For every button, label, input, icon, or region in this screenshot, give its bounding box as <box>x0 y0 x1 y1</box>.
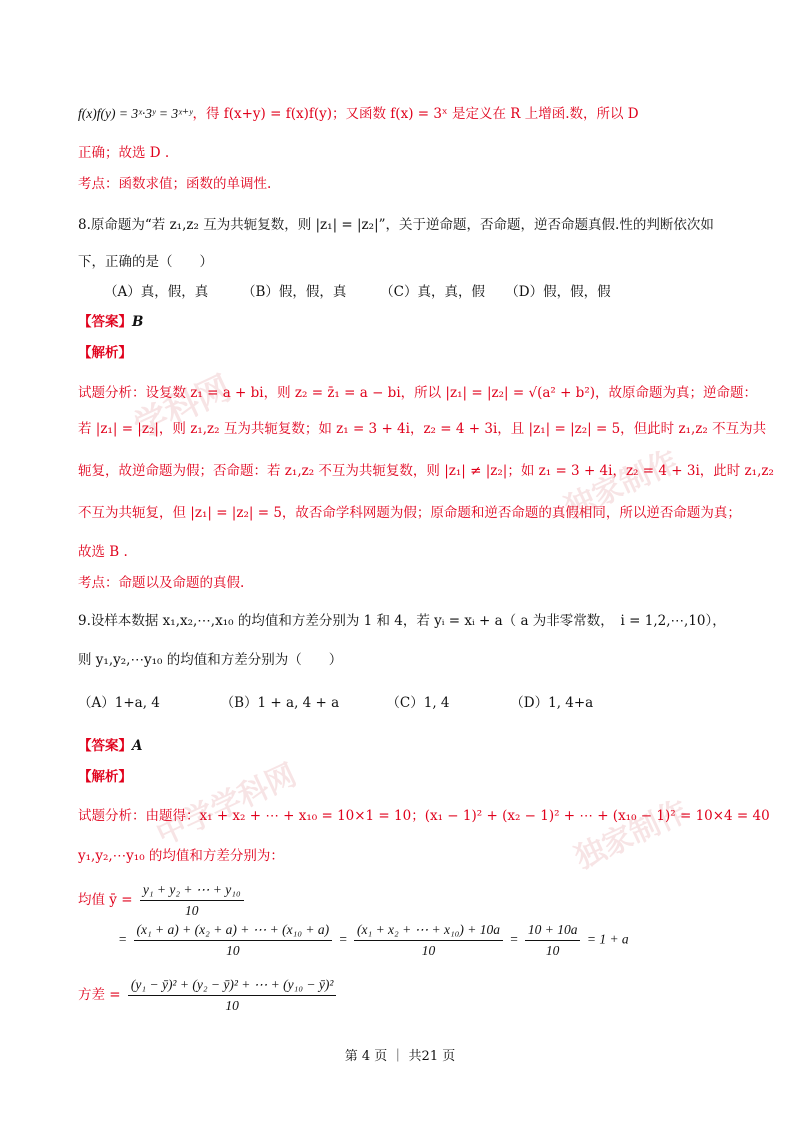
denominator: 10 <box>545 943 560 958</box>
question-8-stem: 8.原命题为“若 z₁,z₂ 互为共轭复数，则 |z₁| = |z₂|”，关于逆命题，否命题，逆否命题真假.性的判断依次如 <box>78 217 714 233</box>
analysis-text: 轭复，故逆命题为假；否命题：若 z₁,z₂ 不互为共轭复数，则 |z₁| ≠ |z₂|；如 z₁ = 3 + 4i，z₂ = 4 + 3i，此时 z₁,z₂ <box>78 463 774 479</box>
knowledge-point: 考点：函数求值；函数的单调性. <box>78 176 272 192</box>
question-9-stem: 则 y₁,y₂,⋯y₁₀ 的均值和方差分别为（ ） <box>78 652 343 668</box>
question-8-stem: 下，正确的是（ ） <box>78 254 213 270</box>
knowledge-point: 考点：命题以及命题的真假. <box>78 575 245 591</box>
question-9-stem: 9.设样本数据 x₁,x₂,⋯,x₁₀ 的均值和方差分别为 1 和 4，若 yᵢ = xᵢ + a（ a 为非零常数， i = 1,2,⋯,10）， <box>78 613 726 629</box>
denominator: 10 <box>226 943 240 958</box>
analysis-tag: 【解析】 <box>78 769 132 785</box>
answer-value: B <box>132 314 144 330</box>
watermark: 独家制作 <box>559 443 684 527</box>
mean-derivation <box>118 920 629 961</box>
watermark: 学科网 <box>127 367 238 448</box>
fraction <box>134 920 333 961</box>
mean-result: = 1 + a <box>586 931 629 947</box>
answer-row <box>78 312 143 332</box>
analysis-text: 试题分析：由题得：x₁ + x₂ + ⋯ + x₁₀ = 10×1 = 10；(x₁ − 1)² + (x₂ − 1)² + ⋯ + (x₁₀ − 1)² = 10×4 = 40 <box>78 808 770 824</box>
equals-sign: = <box>118 931 128 947</box>
fraction <box>128 975 337 1016</box>
mean-label: 均值 ȳ = <box>78 892 133 908</box>
numerator: y₁ + y₂ + ⋯ + y₁₀ <box>140 880 244 901</box>
equals-sign: = <box>509 931 519 947</box>
watermark: 独家制作 <box>569 793 694 877</box>
text-line: 正确；故选 D . <box>78 145 170 161</box>
answer-tag: 【答案】 <box>78 738 132 754</box>
fraction <box>525 920 581 961</box>
analysis-text: y₁,y₂,⋯y₁₀ 的均值和方差分别为： <box>78 848 284 864</box>
text-line <box>78 104 639 124</box>
question-8-options: （A）真，假，真 （B）假，假，真 （C）真，真，假 （D）假，假，假 <box>104 284 611 300</box>
variance-formula <box>78 975 339 1016</box>
numerator: (x₁ + a) + (x₂ + a) + ⋯ + (x₁₀ + a) <box>134 920 333 941</box>
denominator: 10 <box>225 998 239 1013</box>
analysis-text: 若 |z₁| = |z₂|，则 z₁,z₂ 互为共轭复数；如 z₁ = 3 + 4i，z₂ = 4 + 3i，且 |z₁| = |z₂| = 5，但此时 z₁,z₂ 不互为共 <box>78 421 767 437</box>
answer-tag: 【答案】 <box>78 314 132 330</box>
equals-sign: = <box>338 931 348 947</box>
formula: f(x)f(y) = 3ˣ·3ʸ = 3ˣ⁺ʸ <box>78 106 193 121</box>
fraction <box>354 920 503 961</box>
analysis-text: 不互为共轭复，但 |z₁| = |z₂| = 5，故否命学科网题为假；原命题和逆否命题的真假相同，所以逆否命题为真； <box>78 505 741 521</box>
analysis-tag: 【解析】 <box>78 345 132 361</box>
question-9-options: （A）1+a, 4 （B）1 + a, 4 + a （C）1, 4 （D）1, 4+a <box>78 695 594 711</box>
denominator: 10 <box>185 903 199 918</box>
answer-value: A <box>132 738 143 754</box>
fraction <box>140 880 244 921</box>
numerator: 10 + 10a <box>525 920 581 941</box>
numerator: (y₁ − ȳ)² + (y₂ − ȳ)² + ⋯ + (y₁₀ − ȳ)² <box>128 975 337 996</box>
answer-row <box>78 736 142 756</box>
analysis-text: 故选 B . <box>78 544 128 560</box>
explanation-text: ，得 f(x+y) = f(x)f(y)；又函数 f(x) = 3ˣ 是定义在 R 上增函.数，所以 D <box>192 106 639 122</box>
mean-formula <box>78 880 247 921</box>
watermark: 中学学科网 <box>151 757 302 853</box>
variance-label: 方差 = <box>78 987 121 1003</box>
numerator: (x₁ + x₂ + ⋯ + x₁₀) + 10a <box>354 920 503 941</box>
analysis-text: 试题分析：设复数 z₁ = a + bi，则 z₂ = z̄₁ = a − bi，所以 |z₁| = |z₂| = √(a² + b²)，故原命题为真；逆命题： <box>78 385 758 401</box>
denominator: 10 <box>421 943 436 958</box>
page-footer: 第 4 页 ｜ 共21 页 <box>344 1049 456 1064</box>
